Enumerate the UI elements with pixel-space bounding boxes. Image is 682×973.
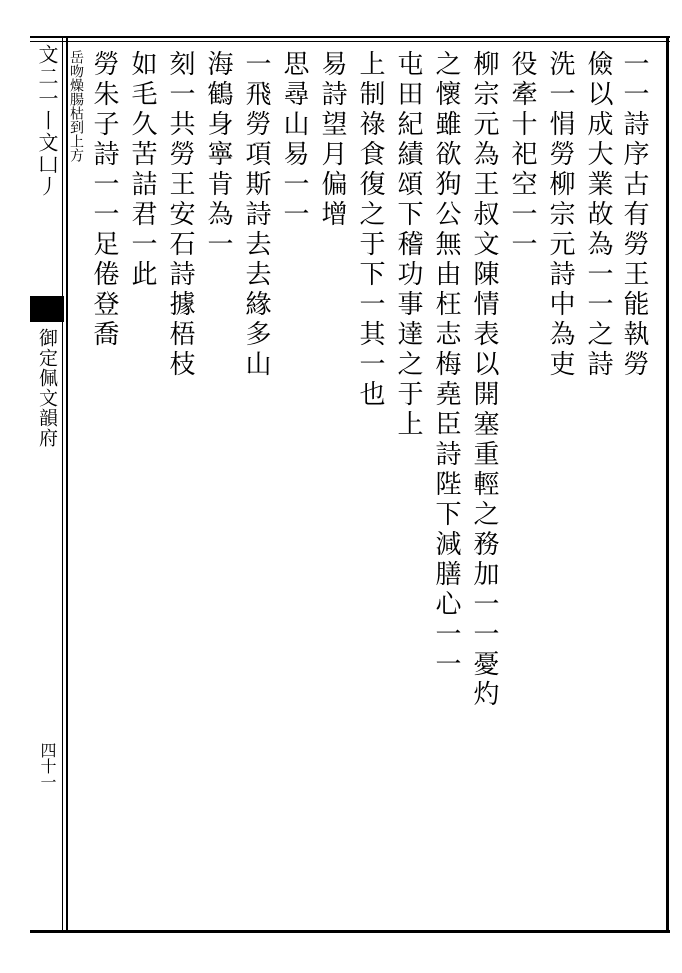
text-column: 岳吻燥腸枯到上方 bbox=[68, 50, 84, 162]
text-column: 易詩望月偏增 bbox=[317, 50, 347, 230]
text-column: 之懷雖欲狗公無由枉志梅堯臣詩陛下減膳心一一 bbox=[431, 50, 461, 680]
text-column: 勞朱子詩一一足倦登喬 bbox=[89, 50, 119, 350]
fish-tail-mark bbox=[30, 296, 64, 318]
text-column: 海鶴身寧肯為一 bbox=[203, 50, 233, 260]
text-column: 上制祿食復之于下一其一也 bbox=[355, 50, 385, 410]
frame-bottom-rule bbox=[30, 930, 670, 933]
text-column: 屯田紀績頌下稽功事達之于上 bbox=[393, 50, 423, 440]
spine-rule bbox=[62, 36, 63, 933]
text-column: 一一詩序古有勞王能執勞 bbox=[619, 50, 649, 380]
fish-tail-tick bbox=[30, 318, 64, 322]
spine-header: 文⼆⼀⼁⽂⼐⼃ bbox=[35, 44, 59, 198]
text-column: 役牽十祀空一一 bbox=[507, 50, 537, 260]
book-title: 御定佩文韻府 bbox=[36, 328, 58, 448]
text-column: 一飛勞項斯詩去去緣多山 bbox=[241, 50, 271, 380]
text-column: 如毛久苦詰君一此 bbox=[127, 50, 157, 290]
text-column: 刻一共勞王安石詩據梧枝 bbox=[165, 50, 195, 380]
text-column: 洗一悁勞柳宗元詩中為吏 bbox=[545, 50, 575, 380]
frame-top-rule-inner bbox=[30, 41, 670, 42]
text-column: 儉以成大業故為一一之詩 bbox=[583, 50, 613, 380]
text-column: 柳宗元為王叔文陳情表以開塞重輕之務加一一憂灼 bbox=[469, 50, 499, 710]
frame-right-rule bbox=[666, 36, 669, 933]
text-column: 思尋山易一一 bbox=[279, 50, 309, 230]
frame-top-rule bbox=[30, 36, 670, 38]
page-number: 四十一 bbox=[38, 742, 57, 790]
